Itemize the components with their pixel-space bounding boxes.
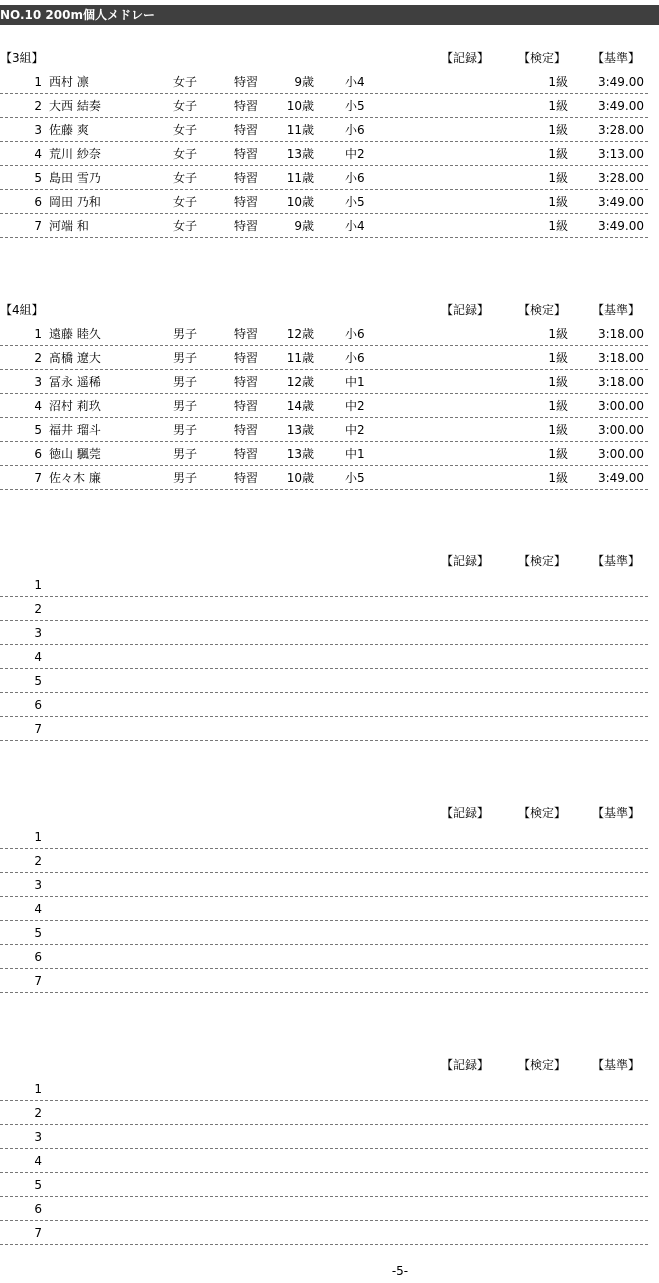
swimmer-class: 特習: [234, 171, 259, 185]
swimmer-name: 大西 結奏: [49, 99, 101, 113]
entry-number: 1: [34, 327, 42, 341]
kijun-time: 3:49.00: [597, 471, 644, 485]
kijun-header: 【基準】: [592, 554, 641, 568]
swimmer-grade: 中2: [345, 423, 365, 437]
entry-number: 7: [34, 722, 42, 736]
entry-number: 1: [34, 830, 42, 844]
swimmer-age: 12歳: [286, 327, 314, 341]
swimmer-age: 11歳: [286, 171, 314, 185]
table-row: [0, 1149, 648, 1173]
entry-number: 7: [34, 974, 42, 988]
kentei-header: 【検定】: [518, 1058, 567, 1072]
table-row: [0, 1077, 648, 1101]
entry-number: 6: [34, 1202, 42, 1216]
swimmer-grade: 中2: [345, 399, 365, 413]
swimmer-grade: 小5: [345, 195, 365, 209]
kentei-level: 1級: [548, 123, 568, 137]
table-row: [0, 1197, 648, 1221]
kijun-time: 3:49.00: [597, 219, 644, 233]
kijun-header: 【基準】: [592, 51, 641, 65]
swimmer-name: 沼村 莉玖: [49, 399, 101, 413]
swimmer-name: 冨永 遥稀: [49, 375, 101, 389]
table-row: [0, 897, 648, 921]
entry-number: 3: [34, 375, 42, 389]
entry-number: 5: [34, 926, 42, 940]
entry-number: 2: [34, 854, 42, 868]
swimmer-age: 11歳: [286, 123, 314, 137]
swimmer-sex: 男子: [173, 351, 198, 365]
kentei-level: 1級: [548, 375, 568, 389]
swimmer-name: 遠藤 睦久: [49, 327, 101, 341]
kijun-header: 【基準】: [592, 806, 641, 820]
kijun-time: 3:49.00: [597, 75, 644, 89]
swimmer-name: 河端 和: [49, 219, 89, 233]
entry-number: 4: [34, 399, 42, 413]
group-section: [0, 300, 659, 500]
entry-number: 2: [34, 602, 42, 616]
kentei-level: 1級: [548, 99, 568, 113]
swimmer-sex: 女子: [173, 195, 198, 209]
swimmer-sex: 男子: [173, 447, 198, 461]
kentei-level: 1級: [548, 195, 568, 209]
swimmer-class: 特習: [234, 471, 259, 485]
page-number: -5-: [391, 1264, 409, 1278]
record-header: 【記録】: [441, 554, 490, 568]
swimmer-name: 荒川 紗奈: [49, 147, 101, 161]
swimmer-grade: 中1: [345, 447, 365, 461]
table-row: [0, 717, 648, 741]
swimmer-class: 特習: [234, 75, 259, 89]
kijun-time: 3:28.00: [597, 123, 644, 137]
swimmer-name: 佐藤 爽: [49, 123, 89, 137]
page-title: NO.10 200m個人メドレー: [0, 5, 659, 25]
swimmer-grade: 小6: [345, 171, 365, 185]
entry-number: 6: [34, 950, 42, 964]
swimmer-name: 髙橋 遼大: [49, 351, 101, 365]
kentei-header: 【検定】: [518, 554, 567, 568]
kentei-level: 1級: [548, 219, 568, 233]
table-row: [0, 921, 648, 945]
swimmer-class: 特習: [234, 327, 259, 341]
swimmer-sex: 男子: [173, 327, 198, 341]
kijun-time: 3:18.00: [597, 351, 644, 365]
kentei-level: 1級: [548, 327, 568, 341]
swimmer-grade: 小4: [345, 75, 365, 89]
table-row: [0, 693, 648, 717]
kijun-time: 3:49.00: [597, 195, 644, 209]
swimmer-age: 13歳: [286, 423, 314, 437]
table-row: [0, 825, 648, 849]
table-row: [0, 645, 648, 669]
table-row: [0, 166, 648, 190]
swimmer-class: 特習: [234, 351, 259, 365]
swimmer-name: 岡田 乃和: [49, 195, 101, 209]
swimmer-class: 特習: [234, 195, 259, 209]
swimmer-name: 佐々木 廉: [49, 471, 101, 485]
swimmer-sex: 女子: [173, 75, 198, 89]
swimmer-age: 14歳: [286, 399, 314, 413]
table-row: [0, 418, 648, 442]
swimmer-name: 福井 瑠斗: [49, 423, 101, 437]
kijun-time: 3:13.00: [597, 147, 644, 161]
table-row: [0, 969, 648, 993]
swimmer-age: 10歳: [286, 195, 314, 209]
entry-number: 2: [34, 1106, 42, 1120]
group-section: [0, 48, 659, 248]
entry-number: 3: [34, 878, 42, 892]
swimmer-sex: 女子: [173, 171, 198, 185]
table-row: [0, 849, 648, 873]
swimmer-grade: 小5: [345, 471, 365, 485]
entry-number: 6: [34, 195, 42, 209]
entry-number: 4: [34, 902, 42, 916]
kentei-level: 1級: [548, 447, 568, 461]
swimmer-class: 特習: [234, 447, 259, 461]
table-row: [0, 597, 648, 621]
table-row: [0, 1221, 648, 1245]
table-row: [0, 1101, 648, 1125]
swimmer-grade: 中1: [345, 375, 365, 389]
swimmer-grade: 小4: [345, 219, 365, 233]
kentei-level: 1級: [548, 75, 568, 89]
record-header: 【記録】: [441, 51, 490, 65]
group-section: [0, 803, 659, 1003]
kentei-level: 1級: [548, 171, 568, 185]
kijun-header: 【基準】: [592, 1058, 641, 1072]
record-header: 【記録】: [441, 806, 490, 820]
swimmer-class: 特習: [234, 147, 259, 161]
kijun-time: 3:00.00: [597, 399, 644, 413]
entry-number: 5: [34, 423, 42, 437]
kijun-time: 3:28.00: [597, 171, 644, 185]
table-row: [0, 94, 648, 118]
entry-number: 1: [34, 75, 42, 89]
table-row: [0, 370, 648, 394]
swimmer-class: 特習: [234, 399, 259, 413]
table-row: [0, 346, 648, 370]
entry-number: 4: [34, 147, 42, 161]
swimmer-grade: 小5: [345, 99, 365, 113]
table-row: [0, 142, 648, 166]
swimmer-class: 特習: [234, 219, 259, 233]
table-row: [0, 118, 648, 142]
entry-number: 4: [34, 1154, 42, 1168]
swimmer-class: 特習: [234, 99, 259, 113]
table-row: [0, 214, 648, 238]
swimmer-class: 特習: [234, 375, 259, 389]
entry-number: 7: [34, 1226, 42, 1240]
swimmer-class: 特習: [234, 123, 259, 137]
group-label: 【4組】: [0, 303, 44, 317]
swimmer-sex: 男子: [173, 471, 198, 485]
entry-number: 3: [34, 626, 42, 640]
swimmer-age: 12歳: [286, 375, 314, 389]
kijun-time: 3:49.00: [597, 99, 644, 113]
swimmer-age: 10歳: [286, 471, 314, 485]
entry-number: 7: [34, 219, 42, 233]
swimmer-grade: 小6: [345, 327, 365, 341]
entry-number: 1: [34, 1082, 42, 1096]
entry-number: 6: [34, 447, 42, 461]
kentei-level: 1級: [548, 351, 568, 365]
group-section: [0, 551, 659, 751]
swimmer-age: 9歳: [294, 219, 314, 233]
swimmer-grade: 小6: [345, 351, 365, 365]
table-row: [0, 394, 648, 418]
table-row: [0, 70, 648, 94]
entry-number: 3: [34, 123, 42, 137]
kijun-time: 3:18.00: [597, 375, 644, 389]
kentei-header: 【検定】: [518, 51, 567, 65]
swimmer-sex: 男子: [173, 375, 198, 389]
swimmer-sex: 女子: [173, 219, 198, 233]
table-row: [0, 621, 648, 645]
kentei-level: 1級: [548, 147, 568, 161]
swimmer-name: 西村 凛: [49, 75, 89, 89]
record-header: 【記録】: [441, 303, 490, 317]
entry-number: 2: [34, 99, 42, 113]
kentei-level: 1級: [548, 471, 568, 485]
kijun-time: 3:00.00: [597, 423, 644, 437]
table-row: [0, 442, 648, 466]
table-row: [0, 1173, 648, 1197]
kijun-time: 3:18.00: [597, 327, 644, 341]
swimmer-age: 10歳: [286, 99, 314, 113]
table-row: [0, 190, 648, 214]
swimmer-sex: 男子: [173, 423, 198, 437]
kentei-header: 【検定】: [518, 303, 567, 317]
kijun-time: 3:00.00: [597, 447, 644, 461]
swimmer-class: 特習: [234, 423, 259, 437]
swimmer-sex: 男子: [173, 399, 198, 413]
swimmer-age: 9歳: [294, 75, 314, 89]
swimmer-name: 徳山 颿莞: [49, 447, 101, 461]
table-row: [0, 322, 648, 346]
group-section: [0, 1055, 659, 1255]
entry-number: 1: [34, 578, 42, 592]
table-row: [0, 573, 648, 597]
swimmer-grade: 中2: [345, 147, 365, 161]
swimmer-sex: 女子: [173, 123, 198, 137]
group-label: 【3組】: [0, 51, 44, 65]
kijun-header: 【基準】: [592, 303, 641, 317]
kentei-level: 1級: [548, 423, 568, 437]
record-header: 【記録】: [441, 1058, 490, 1072]
entry-number: 6: [34, 698, 42, 712]
table-row: [0, 1125, 648, 1149]
entry-number: 4: [34, 650, 42, 664]
entry-number: 5: [34, 171, 42, 185]
swimmer-name: 島田 雪乃: [49, 171, 101, 185]
swimmer-sex: 女子: [173, 99, 198, 113]
swimmer-sex: 女子: [173, 147, 198, 161]
swimmer-grade: 小6: [345, 123, 365, 137]
kentei-level: 1級: [548, 399, 568, 413]
table-row: [0, 669, 648, 693]
entry-number: 2: [34, 351, 42, 365]
entry-number: 7: [34, 471, 42, 485]
table-row: [0, 945, 648, 969]
swimmer-age: 13歳: [286, 147, 314, 161]
entry-number: 5: [34, 1178, 42, 1192]
kentei-header: 【検定】: [518, 806, 567, 820]
table-row: [0, 873, 648, 897]
table-row: [0, 466, 648, 490]
entry-number: 3: [34, 1130, 42, 1144]
swimmer-age: 13歳: [286, 447, 314, 461]
swimmer-age: 11歳: [286, 351, 314, 365]
entry-number: 5: [34, 674, 42, 688]
